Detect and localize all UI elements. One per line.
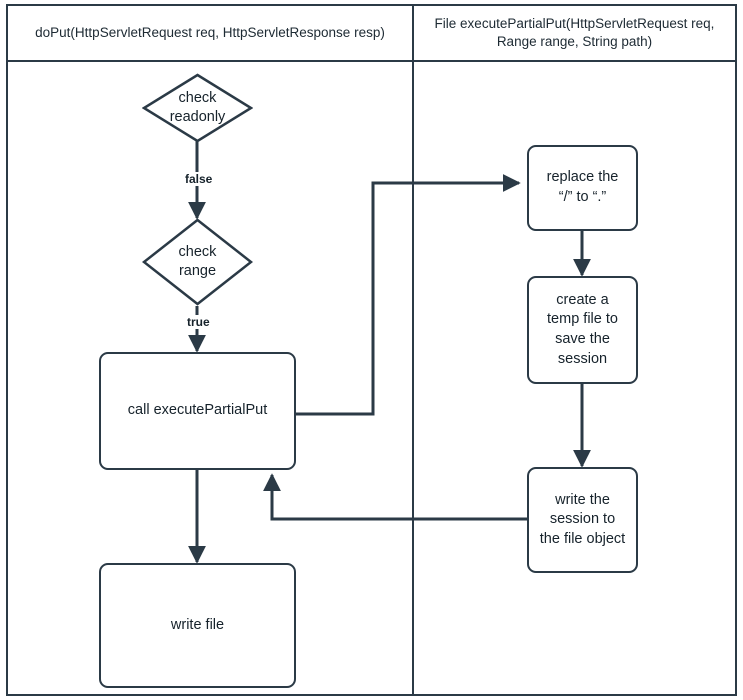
node-write-session <box>527 467 638 573</box>
node-call-executepartialput-label: call executePartialPut <box>127 402 268 419</box>
node-write-file-label: write file <box>170 616 225 633</box>
node-check-range-label <box>142 218 253 306</box>
lane-vertical-divider <box>412 4 414 696</box>
node-create-temp-file <box>527 276 638 384</box>
node-check-readonly-line1: check <box>178 90 217 107</box>
lane-header-divider <box>6 60 737 62</box>
node-check-range-line2: range <box>178 263 217 279</box>
node-write-file <box>99 563 296 688</box>
node-check-range <box>142 218 253 306</box>
node-check-readonly-label <box>142 73 253 143</box>
lane-title-doput: doPut(HttpServletRequest req, HttpServletResponse resp) <box>35 24 385 40</box>
lane-header-executepartialput <box>414 6 735 60</box>
node-check-readonly-line2: readonly <box>169 109 226 125</box>
lane-header-doput <box>8 6 412 60</box>
edge-label-false: false <box>185 172 213 186</box>
node-create-temp-file-label: create a temp file to save the session <box>547 291 618 367</box>
edge-label-true: true <box>187 315 210 329</box>
node-write-session-label: write the session to the file object <box>539 491 626 547</box>
node-replace-slash <box>527 145 638 231</box>
node-check-readonly <box>142 73 253 143</box>
node-check-range-line1: check <box>178 244 217 261</box>
node-replace-slash-line2: “/” to “.” <box>558 189 607 205</box>
lane-title-executepartialput: File executePartialPut(HttpServletRequest req, Range range, String path) <box>434 15 715 49</box>
node-replace-slash-line1: replace the <box>546 169 619 186</box>
node-call-executepartialput <box>99 352 296 470</box>
